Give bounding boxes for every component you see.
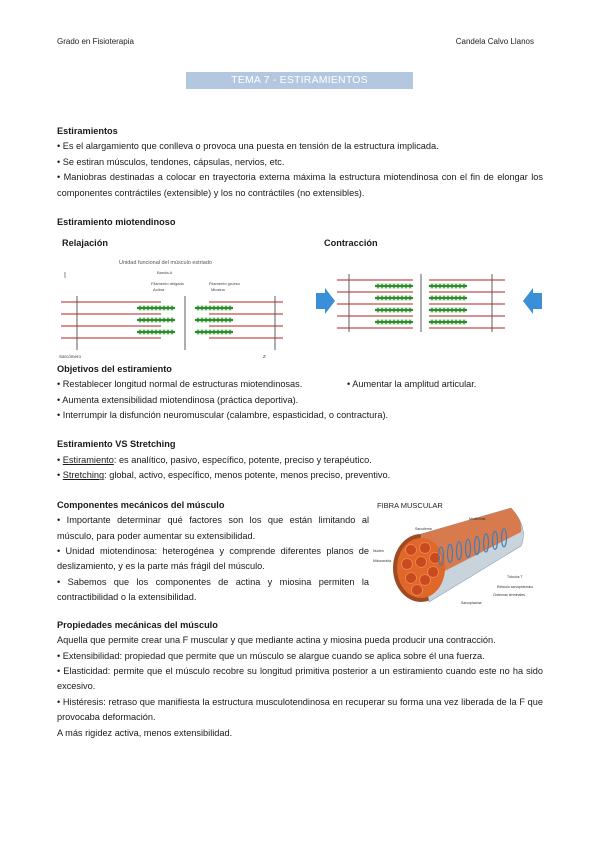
page-title: TEMA 7 - ESTIRAMIENTOS MIOTENDINOSOS bbox=[186, 72, 413, 89]
def-stretching: : global, activo, específico, menos potente, menos preciso, preventivo. bbox=[104, 470, 391, 481]
bullet: • Maniobras destinadas a colocar en trayectoria externa máxima la estructura miotendinosa con el fin de elongar los componentes contráctiles (extensible) y los no contráctiles (no extensibles). bbox=[57, 172, 543, 198]
bullet: • Unidad miotendinosa: heterogénea y comprende diferentes planos de deslizamiento, y es la parte más frágil del músculo. bbox=[57, 545, 369, 572]
header-left: Grado en Fisioterapia bbox=[57, 37, 134, 46]
z-line-label: Z bbox=[263, 353, 266, 359]
bullet: • Extensibilidad: propiedad que permite que un músculo se alargue cuando se aplica sobre él una fuerza. bbox=[57, 650, 485, 661]
fig-title: FIBRA MUSCULAR bbox=[377, 500, 443, 510]
sarcomere-label: Sarcómero bbox=[59, 353, 82, 359]
section-heading-miotendinoso: Estiramiento miotendinoso bbox=[57, 217, 176, 228]
myofibril bbox=[416, 556, 427, 567]
section-heading-objetivos: Objetivos del estiramiento bbox=[57, 363, 172, 374]
sarcomere-figure bbox=[57, 252, 543, 362]
diagram-top-label: Unidad funcional del músculo estriado bbox=[119, 259, 212, 266]
bullet: • Importante determinar qué factores son los que están limitando al músculo, para poder aumentar su extensibilidad. bbox=[57, 515, 369, 541]
arrow-left-icon bbox=[523, 288, 542, 314]
myosin-label: Miosina bbox=[211, 286, 225, 292]
bullet: • Interrumpir la disfunción neuromuscular (calambre, espasticidad, o contractura). bbox=[57, 410, 389, 421]
bullet: • Aumentar la amplitud articular. bbox=[347, 379, 477, 390]
section-heading-estiramientos: Estiramientos bbox=[57, 126, 118, 136]
paragraph: Aquella que permite crear una F muscular y que mediante actina y miosina pueda producir una contracción. bbox=[57, 635, 496, 646]
section-heading-vs: Estiramiento VS Stretching bbox=[57, 439, 176, 450]
bullet-estiramiento: • Estiramiento: es analítico, pasivo, específico, potente, preciso y terapéutico. bbox=[57, 454, 372, 465]
fig-label: Cisternas terminales bbox=[493, 592, 525, 597]
myofibril bbox=[412, 584, 423, 595]
label-relajacion: Relajación bbox=[62, 238, 108, 249]
fig-label: Mitocondria bbox=[373, 558, 392, 563]
myofibril bbox=[402, 558, 413, 569]
muscle-fiber-figure bbox=[371, 498, 543, 610]
a-band-label: Banda A bbox=[157, 269, 173, 275]
section-heading-componentes: Componentes mecánicos del músculo bbox=[57, 499, 225, 510]
bullet: • Histéresis: retraso que manifiesta la estructura musculotendinosa en recuperar su forma una vez liberada de la F que provocaba deformación. bbox=[57, 696, 543, 723]
fig-label: Retículo sarcoplásmico bbox=[497, 584, 534, 589]
bullet: • Elasticidad: permite que el músculo recobre su longitud primitiva posterior a un estiramiento cuando este no ha sido excesivo. bbox=[57, 665, 543, 692]
fig-label: Sarcolema bbox=[415, 526, 432, 531]
bullet: • Es el alargamiento que conlleva o provoca una puesta en tensión de la estructura implicada. bbox=[57, 141, 439, 152]
def-estiramiento: : es analítico, pasivo, específico, potente, preciso y terapéutico. bbox=[113, 454, 372, 465]
fig-label: Túbulos T bbox=[507, 574, 523, 579]
paragraph: A más rigidez activa, menos extensibilidad. bbox=[57, 727, 233, 738]
myofibril bbox=[406, 544, 417, 555]
sarcomere-diagrams bbox=[57, 252, 543, 362]
relaxed-sarcomere bbox=[59, 260, 283, 359]
myofibril bbox=[420, 542, 431, 553]
section-heading-propiedades: Propiedades mecánicas del músculo bbox=[57, 619, 218, 630]
fig-label: Sarcoplasma bbox=[461, 600, 482, 605]
bullet: • Se estiran músculos, tendones, cápsulas, nervios, etc. bbox=[57, 156, 285, 167]
bullet: • Restablecer longitud normal de estructuras miotendinosas. bbox=[57, 379, 303, 390]
myofibril bbox=[406, 572, 417, 583]
term-stretching: Stretching bbox=[62, 470, 105, 481]
label-contraccion: Contracción bbox=[324, 238, 378, 249]
fig-label: Núcleo bbox=[373, 548, 384, 553]
bullet: • Aumenta extensibilidad miotendinosa (práctica deportiva). bbox=[57, 394, 299, 405]
contracted-sarcomere bbox=[316, 274, 542, 332]
bullet-stretching: • Stretching: global, activo, específico, menos potente, menos preciso, preventivo. bbox=[57, 470, 391, 481]
myofibril bbox=[420, 574, 431, 585]
header-right: Candela Calvo Llanos bbox=[455, 37, 534, 46]
thick-filament-label: Filamento grueso bbox=[209, 280, 240, 286]
thin-filament-label: Filamento delgado bbox=[151, 280, 184, 286]
actin-label: Actina bbox=[153, 286, 165, 292]
document-body bbox=[57, 124, 543, 741]
arrow-right-icon bbox=[316, 288, 335, 314]
bullet: • Sabemos que los componentes de actina y miosina permiten la contractibilidad o la extensibilidad. bbox=[57, 576, 369, 603]
term-estiramiento: Estiramiento bbox=[62, 454, 114, 465]
fig-label: Miofibrillas bbox=[469, 516, 486, 521]
